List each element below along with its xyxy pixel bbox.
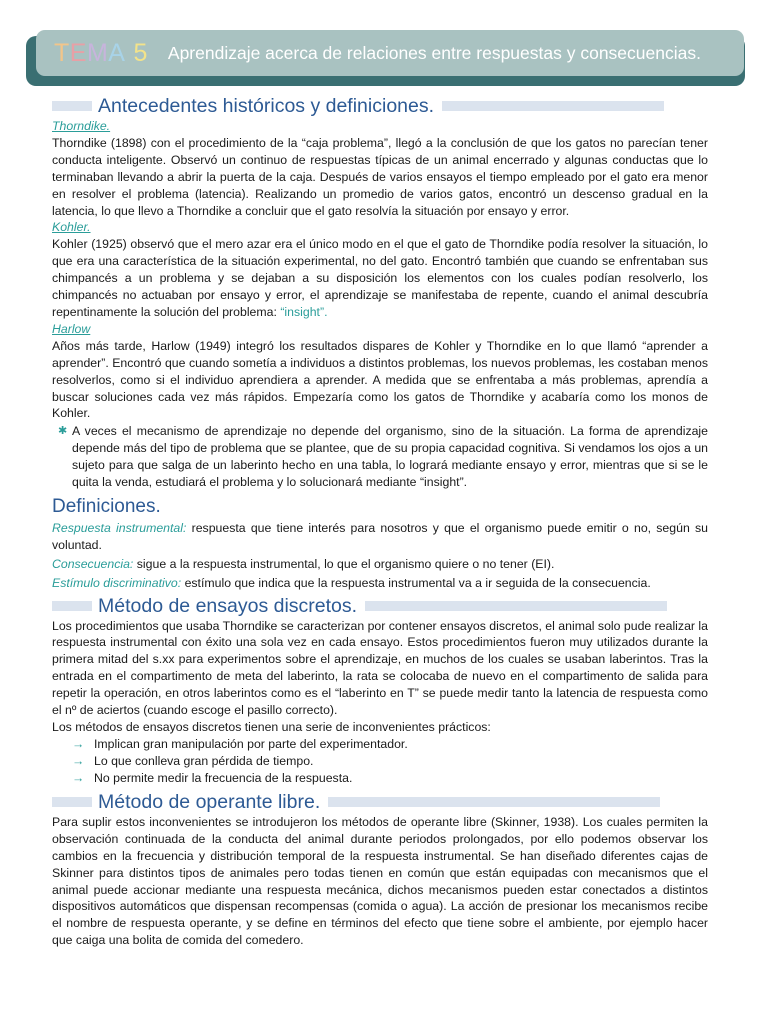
paragraph-free-operant: Para suplir estos inconvenientes se introdujeron los métodos de operante libre (Skinner, 1938). Los cuales permiten la observación continuada de la conducta del animal durante periodos prolongados, por ello podemos observar los cambios en la frecuencia y distribución temporal de la respuesta instrumental. Se han diseñado diferentes cajas de Skinner para distintos tipos de animales pero todas tienen en común que están equipadas con mecanismos que el animal puede accionar mediante una respuesta mecánica, dichos mecanismos pueden estar conectados a distintos dispositivos automáticos que dispensan recompensas (comida o agua). La acción de presionar los mecanismos recibe el nombre de respuesta operante, y se define en términos del efecto que tiene sobre el ambiente, por ejemplo hacer que caiga una bolita de comida del comedero. <box>52 814 708 948</box>
tema-letter: E <box>69 38 87 67</box>
list-item <box>52 736 708 753</box>
subheading-thorndike: Thorndike. <box>52 119 111 133</box>
list-item-text: No permite medir la frecuencia de la respuesta. <box>94 770 353 785</box>
section-heading <box>52 94 708 118</box>
note-item <box>52 423 708 491</box>
drawbacks-list <box>52 736 708 787</box>
definition-term: Estímulo discriminativo: <box>52 575 182 590</box>
heading-bar-right <box>365 601 667 611</box>
definition-item <box>52 575 708 592</box>
heading-bar-left <box>52 101 92 111</box>
definition-term: Respuesta instrumental: <box>52 520 187 535</box>
paragraph-harlow: Años más tarde, Harlow (1949) integró los resultados dispares de Kohler y Thorndike en lo que llamó “aprender a aprender”. Encontró que cuando sometía a individuos a distintos problemas, los nuevos problemas, les costaban menos resolverlos, como si el individuo aprendiera a aprender. A medida que se enfrentaba a más problemas, aprendía a buscar soluciones cada vez más rápidos. Empezaría como los gatos de Thorndike y acabaría como los monos de Kohler. <box>52 338 708 421</box>
tema-number <box>54 38 148 67</box>
heading-bar-right <box>328 797 660 807</box>
section-title: Antecedentes históricos y definiciones. <box>98 95 435 117</box>
list-item <box>52 770 708 787</box>
definition-text: estímulo que indica que la respuesta instrumental va a ir seguida de la consecuencia. <box>181 575 651 590</box>
insight-term: “insight”. <box>280 304 328 319</box>
paragraph-discrete-trials: Los procedimientos que usaba Thorndike se caracterizan por contener ensayos discretos, el animal solo pude realizar la respuesta instrumental con éxito una sola vez en cada ensayo. Estos procedimientos fueron muy utilizados durante la primera mitad del s.xx para experimentos sobre el aprendizaje, en muchos de los cuales se usaban laberintos. Tras la entrada en el compartimento de meta del laberinto, la rata se colocaba de nuevo en el compartimento de salida para repetir la operación, en otros laberintos como es el “laberinto en T” se puede medir tanto la latencia de respuesta como el nº de aciertos (cuando escoge el pasillo correcto). <box>52 618 708 718</box>
section-heading <box>52 790 708 814</box>
paragraph-thorndike: Thorndike (1898) con el procedimiento de la “caja problema”, llegó a la conclusión de que los gatos no parecían tener conducta inteligente. Observó un continuo de respuestas típicas de un animal encerrado y algunas conductas que lo terminaban llevando a abrir la puerta de la caja. Después de varios ensayos el tiempo empleado por el gato era menor en resolver el problema (latencia). Realizando un promedio de varios gatos, encontró un descenso gradual en la latencia, lo que llevo a Thorndike a concluir que el gato resolvía la situación por ensayo y error. <box>52 135 708 218</box>
definition-term: Consecuencia: <box>52 556 134 571</box>
kohler-text: Kohler (1925) observó que el mero azar era el único modo en el que el gato de Thorndike podía resolver la situación, lo que era una característica de la situación experimental, no del gato. Encontró también que cuando se enfrentaban sus chimpancés a un problema y se dejaban a su disposición los elementos con los cuales podían resolverlo, los chimpancés no actuaban por ensayo y error, el aprendizaje se manifestaba de repente, cuando el animal descubría repentinamente la solución del problema: <box>52 237 708 319</box>
heading-bar-left <box>52 797 92 807</box>
subheading-harlow: Harlow <box>52 321 91 336</box>
definition-text: sigue a la respuesta instrumental, lo que el organismo quiere o no tener (EI). <box>133 556 555 571</box>
definition-item <box>52 520 708 554</box>
paragraph-kohler <box>52 236 708 321</box>
list-item-text: Lo que conlleva gran pérdida de tiempo. <box>94 753 314 768</box>
tema-letter: 5 <box>133 38 148 67</box>
chapter-title: Aprendizaje acerca de relaciones entre respuestas y consecuencias. <box>167 42 701 63</box>
asterisk-icon: ✱ <box>58 425 68 438</box>
heading-bar-right <box>442 101 664 111</box>
arrow-right-icon: → <box>72 736 85 751</box>
definitions-title: Definiciones. <box>52 495 161 517</box>
chapter-banner <box>36 30 744 76</box>
definition-text: respuesta que tiene interés para nosotros y que el organismo puede emitir o no, según su voluntad. <box>52 520 708 552</box>
list-item <box>52 753 708 770</box>
heading-bar-left <box>52 601 92 611</box>
subheading-kohler: Kohler. <box>52 220 91 235</box>
tema-letter: T <box>54 38 70 67</box>
arrow-right-icon: → <box>72 753 85 768</box>
paragraph-drawbacks-intro: Los métodos de ensayos discretos tienen una serie de inconvenientes prácticos: <box>52 720 491 734</box>
tema-letter: M <box>86 38 109 67</box>
definition-item <box>52 556 708 573</box>
arrow-right-icon: → <box>72 770 85 785</box>
section-heading <box>52 594 708 618</box>
section-title: Método de ensayos discretos. <box>98 594 358 617</box>
list-item-text: Implican gran manipulación por parte del experimentador. <box>94 736 408 751</box>
tema-letter: A <box>108 38 126 67</box>
section-title: Método de operante libre. <box>98 790 321 813</box>
page-content <box>52 92 708 949</box>
note-text: A veces el mecanismo de aprendizaje no depende del organismo, sino de la situación. La forma de aprendizaje depende más del tipo de problema que se plantee, que de su propia capacidad cognitiva. Si vendamos los ojos a un sujeto para que salga de un laberinto hecho en una tabla, lo logrará mediante ensayo y error, mientras que si se le quita la venda, estudiará el problema y lo solucionará mediante “insight”. <box>72 424 708 490</box>
